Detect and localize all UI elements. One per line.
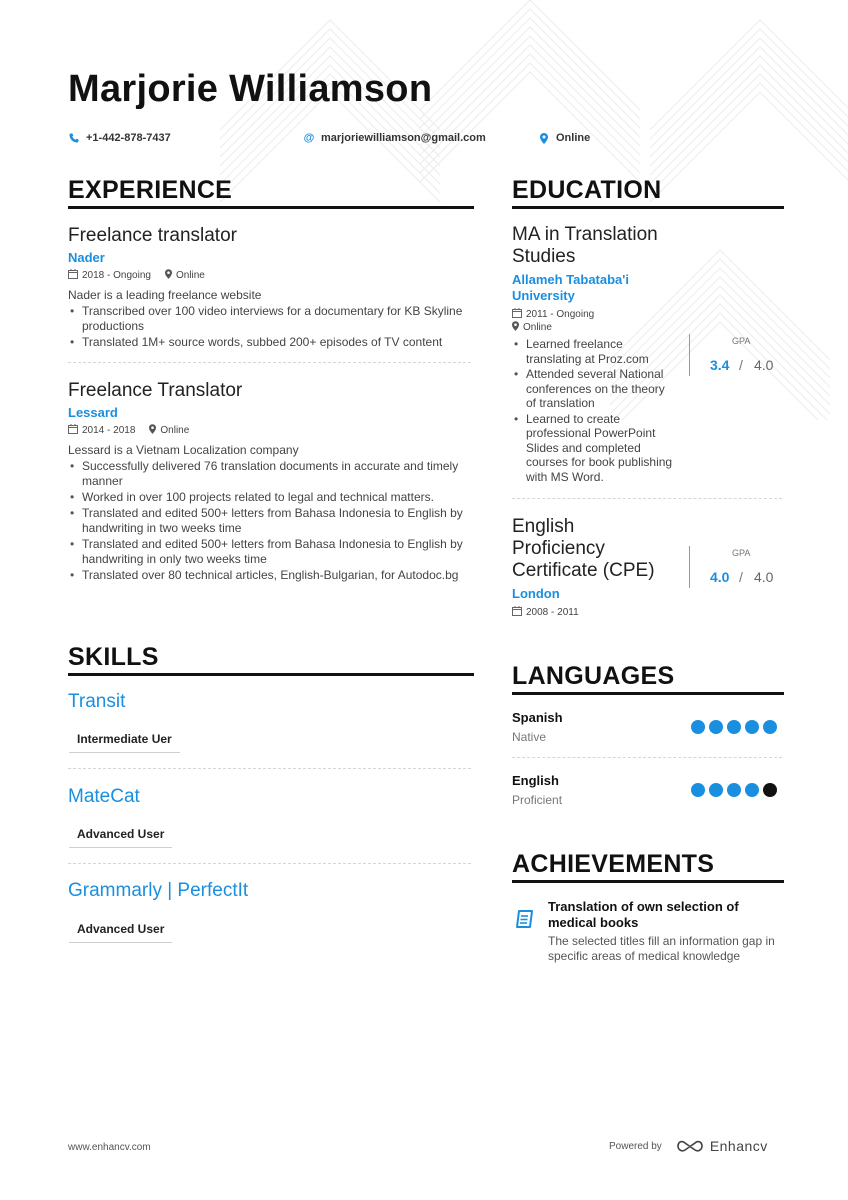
candidate-name: Marjorie Williamson [68, 68, 433, 110]
edu-location-text: Online [523, 322, 552, 333]
gpa-slash: / [739, 569, 743, 585]
rating-dot-filled [691, 720, 705, 734]
job-bullets [68, 304, 468, 351]
rating-dot-filled [745, 783, 759, 797]
degree-line: Studies [512, 246, 576, 267]
degree-title [512, 516, 655, 582]
email-text: marjoriewilliamson@gmail.com [321, 132, 486, 144]
enhancv-logo-icon [676, 1138, 704, 1154]
divider [68, 863, 471, 864]
skill-name: Transit [68, 691, 126, 712]
job-meta [68, 424, 189, 437]
gpa-max: 4.0 [754, 357, 774, 373]
location-text: Online [556, 132, 591, 144]
gpa-slash: / [739, 357, 743, 373]
book-icon [514, 908, 536, 930]
divider [68, 768, 471, 769]
footer-powered-by[interactable] [609, 1138, 768, 1154]
achievements-rule [512, 880, 784, 883]
skill-name: MateCat [68, 786, 140, 807]
bullet-item: • Worked in over 100 projects related to legal and technical matters. [68, 490, 468, 505]
bullet-item: • Translated and edited 500+ letters from Bahasa Indonesia to English by handwriting in only two weeks time [68, 537, 468, 567]
edu-dates [512, 308, 594, 321]
bullet-item: • Successfully delivered 76 translation documents in accurate and timely manner [68, 459, 468, 489]
degree-title [512, 224, 658, 268]
gpa-label: GPA [732, 548, 751, 558]
gpa-max: 4.0 [754, 569, 774, 585]
bullet-item: • Learned to create professional PowerPoint Slides and completed courses for book publishing with MS Word. [512, 412, 674, 485]
rating-dot-filled [727, 783, 741, 797]
experience-rule [68, 206, 474, 209]
skill-level: Advanced User [69, 827, 172, 848]
job-company: Lessard [68, 405, 118, 420]
degree-line: English [512, 516, 575, 537]
rating-dot-filled [763, 720, 777, 734]
job-title: Freelance Translator [68, 380, 243, 401]
school-line: Allameh Tabataba'i [512, 272, 629, 287]
job-company: Nader [68, 250, 105, 265]
job-bullets [68, 459, 468, 584]
rating-dot-empty [763, 783, 777, 797]
job-meta [68, 269, 205, 282]
languages-heading: LANGUAGES [512, 662, 675, 690]
skills-heading: SKILLS [68, 643, 159, 671]
skills-rule [68, 673, 474, 676]
school-name [512, 272, 629, 304]
job-dates: 2018 - Ongoing [82, 270, 151, 281]
gpa-label: GPA [732, 336, 751, 346]
bullet-item: • Transcribed over 100 video interviews for a documentary for KB Skyline productions [68, 304, 468, 334]
phone-text: +1-442-878-7437 [86, 132, 171, 144]
job-description: Lessard is a Vietnam Localization company [68, 443, 299, 457]
divider [68, 362, 471, 363]
job-location: Online [160, 425, 190, 436]
bullet-item: • Attended several National conferences on the theory of translation [512, 367, 674, 411]
divider [512, 498, 782, 499]
bullet-item: • Learned freelance translating at Proz.com [512, 337, 674, 366]
contact-email[interactable] [303, 132, 486, 144]
edu-location [512, 321, 552, 334]
rating-dot-filled [709, 783, 723, 797]
map-pin-icon [165, 269, 172, 282]
phone-icon [68, 133, 80, 143]
brand-name: Enhancv [709, 1138, 768, 1154]
calendar-icon [68, 269, 78, 282]
achievement-title: Translation of own selection of medical books [548, 899, 739, 930]
map-pin-icon [512, 321, 519, 334]
school-name: London [512, 586, 560, 601]
edu-bullets [512, 337, 674, 485]
bullet-item: • Translated and edited 500+ letters from Bahasa Indonesia to English by handwriting in two weeks time [68, 506, 468, 536]
calendar-icon [68, 424, 78, 437]
achievements-heading: ACHIEVEMENTS [512, 850, 715, 878]
calendar-icon [512, 308, 522, 321]
skill-level: Advanced User [69, 922, 172, 943]
map-pin-icon [538, 133, 550, 144]
language-level: Native [512, 730, 547, 744]
edu-dates [512, 606, 579, 619]
degree-line: MA in Translation [512, 224, 658, 245]
language-rating [691, 720, 777, 734]
skill-level: Intermediate Uer [69, 732, 180, 753]
achievement-description: The selected titles fill an information gap in specific areas of medical knowledge [548, 934, 775, 963]
at-icon: @ [303, 132, 315, 144]
edu-dates-text: 2011 - Ongoing [526, 309, 595, 320]
degree-line: Certificate (CPE) [512, 560, 655, 581]
language-level: Proficient [512, 793, 563, 807]
bullet-item: • Translated 1M+ source words, subbed 200+ episodes of TV content [68, 335, 468, 350]
degree-line: Proficiency [512, 538, 605, 559]
edu-dates-text: 2008 - 2011 [526, 607, 579, 618]
job-location: Online [175, 270, 205, 281]
bullet-item: • Translated over 80 technical articles, English-Bulgarian, for Autodoc.bg [68, 568, 468, 583]
rating-dot-filled [709, 720, 723, 734]
calendar-icon [512, 606, 522, 619]
contact-location [538, 132, 590, 144]
school-line: University [512, 288, 575, 303]
rating-dot-filled [691, 783, 705, 797]
contact-phone[interactable] [68, 132, 171, 144]
job-title: Freelance translator [68, 225, 237, 246]
rating-dot-filled [745, 720, 759, 734]
rating-dot-filled [727, 720, 741, 734]
language-name: Spanish [512, 710, 563, 725]
experience-heading: EXPERIENCE [68, 176, 233, 204]
language-rating [691, 783, 777, 797]
footer-website[interactable]: www.enhancv.com [68, 1142, 151, 1153]
gpa-value: 4.0 [710, 569, 730, 585]
skill-name: Grammarly | PerfectIt [68, 880, 249, 901]
languages-rule [512, 692, 784, 695]
divider [512, 757, 782, 758]
powered-by-text: Powered by [609, 1140, 662, 1152]
enhancv-logo [676, 1138, 768, 1154]
job-dates: 2014 - 2018 [82, 425, 136, 436]
language-name: English [512, 773, 559, 788]
map-pin-icon [149, 424, 156, 437]
education-heading: EDUCATION [512, 176, 662, 204]
education-rule [512, 206, 784, 209]
job-description: Nader is a leading freelance website [68, 288, 262, 302]
gpa-value: 3.4 [710, 357, 730, 373]
